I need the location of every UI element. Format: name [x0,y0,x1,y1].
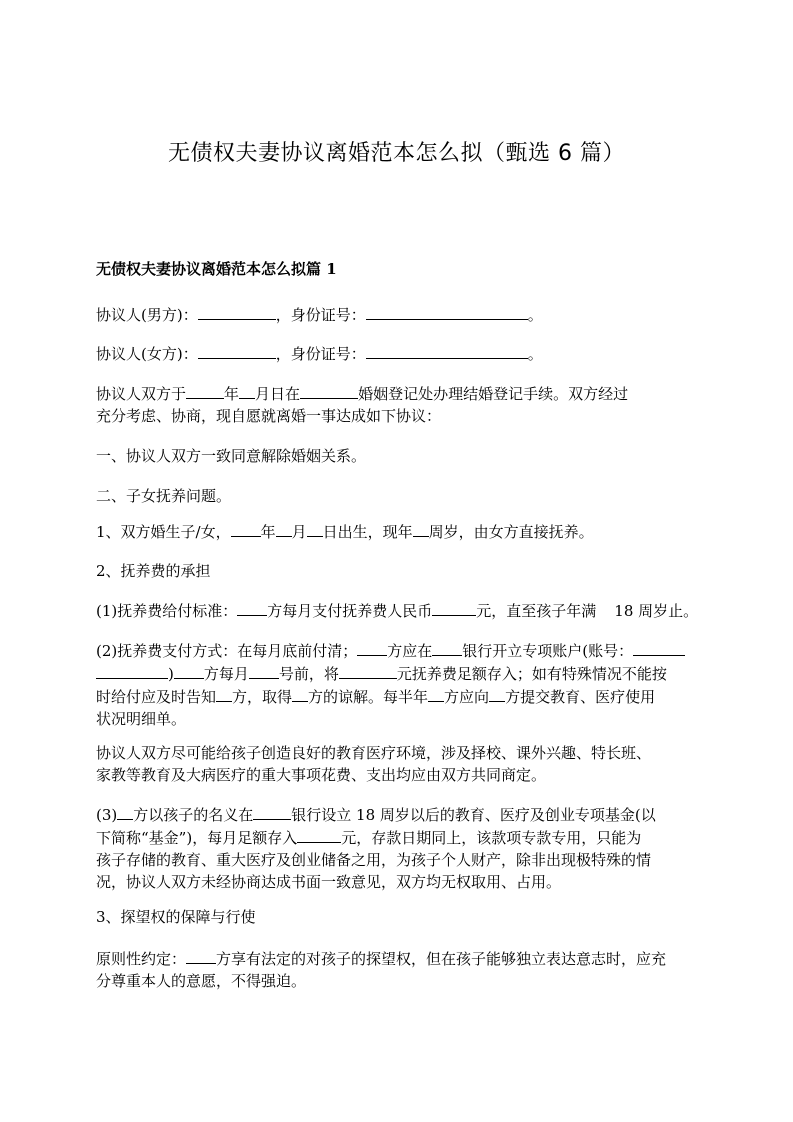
support-standard: (1)抚养费给付标准： 方每月支付抚养费人民币 元，直至孩子年满 18 周岁止。 [96,599,706,622]
section-heading: 无债权夫妻协议离婚范本怎么拟篇 1 [96,260,337,278]
sum-blank [339,662,397,679]
education-paragraph: 协议人双方尽可能给孩子创造良好的教育医疗环境，涉及择校、课外兴趣、特长班、 家教等教育及大病医疗的重大事项花费、支出均应由双方共同商定。 [96,744,652,784]
age-blank [413,520,429,537]
document-title: 无债权夫妻协议离婚范本怎么拟（甄选 6 篇） [168,141,625,166]
birth-day-blank [307,520,323,537]
month-blank [239,382,255,399]
clause-1: 一、协议人双方一致同意解除婚姻关系。 [96,447,367,465]
visitation-paragraph: 原则性约定： 方享有法定的对孩子的探望权，但在孩子能够独立表达意志时，应充 分尊重本人的意愿，不得强迫。 [96,947,702,992]
bank-blank [432,639,462,656]
clause-2: 二、子女抚养问题。 [96,487,232,505]
account-party-blank [357,639,387,656]
birth-month-blank [276,520,292,537]
place-blank [300,382,358,399]
fund-amount-blank [297,826,341,843]
fund-paragraph: (3) 方以孩子的名义在 银行设立 18 周岁以后的教育、医疗及创业专项基金(以 下简称“基金”)，每月足额存入 元，存款日期同上，该款项专款专用，只能为 孩子存储的教育、重大医疗及创业储备之用，为孩子个人财产，除非出现极特殊的情 况，协议人双方未经协商达成书面一致意见，双方均无权取用、占用。 [96,803,702,893]
birth-year-blank [231,520,261,537]
child-line: 1、双方婚生子/女， 年 月 日出生，现年 周岁，由女方直接抚养。 [96,520,706,543]
fund-bank-blank [253,803,291,820]
male-id-blank [366,303,528,320]
visitation-heading: 3、探望权的保障与行使 [96,908,256,926]
account-no-blank-1 [633,639,685,656]
payer-blank [237,599,267,616]
support-payment: (2)抚养费支付方式：在每月底前付清； 方应在 银行开立专项账户(账号： ) 方每月 号前，将 元抚养费足额存入；如有特殊情况不能按 时给付应及时告知 方，取得 方的谅解。每半年 方应向 方提交教育、医疗使用 状况明细单。 [96,639,702,730]
male-name-blank [198,303,276,320]
year-blank [186,382,224,399]
female-id-blank [366,342,528,359]
female-name-blank [198,342,276,359]
support-heading: 2、抚养费的承担 [96,562,211,580]
monthly-party-blank [174,662,204,679]
male-party-line: 协议人(男方)： ，身份证号： 。 [96,303,706,326]
intro-paragraph: 协议人双方于 年 月日在 婚姻登记处办理结婚登记手续。双方经过 充分考虑、协商，现自愿就离婚一事达成如下协议： [96,382,706,427]
date-blank [249,662,279,679]
amount-blank [432,599,476,616]
account-no-blank-2 [96,662,168,679]
female-party-line: 协议人(女方)： ，身份证号： 。 [96,342,706,365]
